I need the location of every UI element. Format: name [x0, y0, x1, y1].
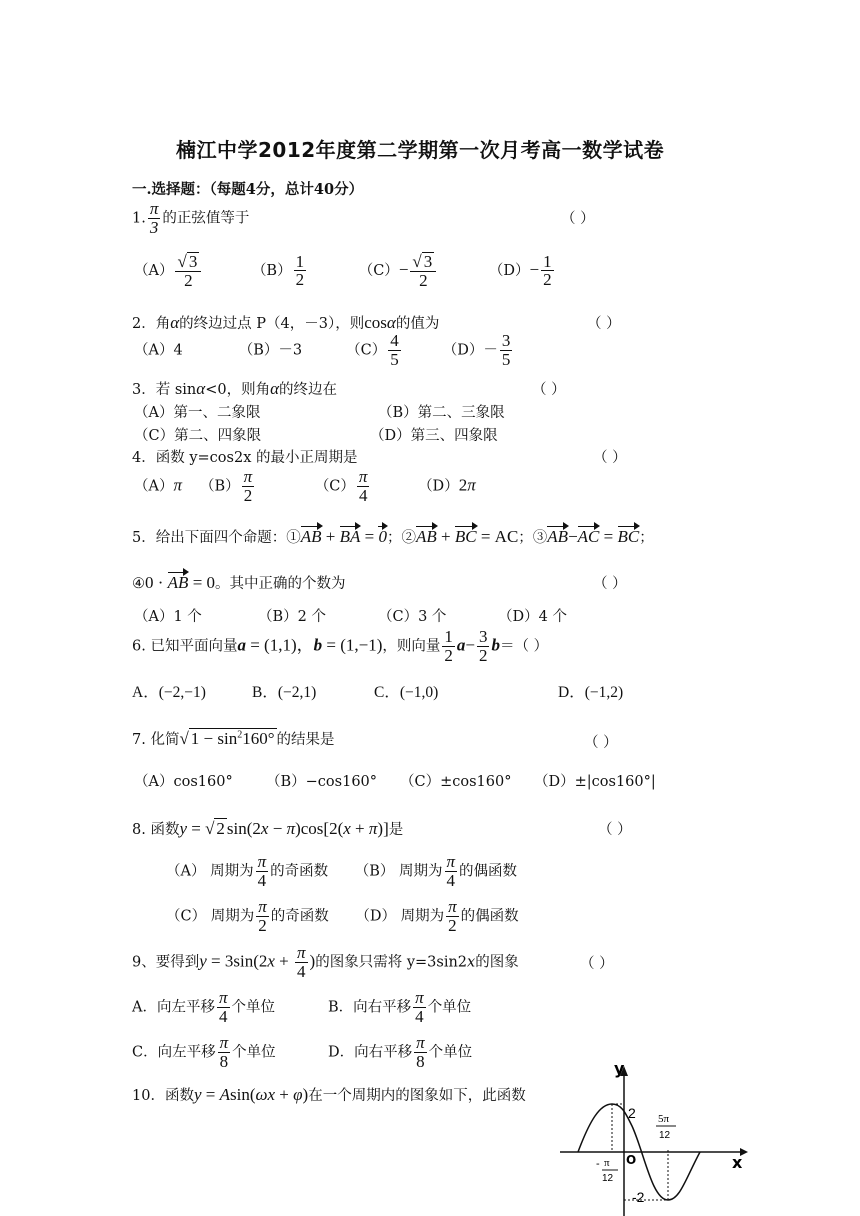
q4-options: （A）π （B） $\frac{\pi}{2}$ （C） $\frac{\pi}{4}$ （D）2π — [134, 467, 476, 505]
q8-options-row-2: （C） 周期为 $\frac{\pi}{2}$ 的奇函数 （D） 周期为 $\frac{\pi}{2}$ 的偶函数 — [166, 897, 519, 935]
option-c: （C）3 个 — [378, 609, 447, 625]
answer-blank[interactable]: （ ） — [584, 735, 618, 751]
left-num: π — [604, 1157, 610, 1169]
question-8: 8. 函数y = √ 2 sin(2x − π)cos[2(x + π)]是 — [132, 819, 404, 838]
max-label: 2 — [628, 1105, 636, 1121]
question-7: 7. 化简√ $1 - \sin^2160^\circ$ 的结果是 — [132, 729, 335, 748]
q8-options-row-1: （A） 周期为 $\frac{\pi}{4}$ 的奇函数 （B） 周期为 $\frac{\pi}{4}$ 的偶函数 — [166, 852, 518, 890]
fraction: $\frac{\pi}{3}$ — [149, 199, 159, 237]
option-b: （B）2 个 — [258, 609, 326, 625]
option-c: C．(−1,0) — [374, 684, 439, 701]
option-a: （A）1 个 — [134, 609, 202, 625]
option-d: （D）4 个 — [498, 609, 567, 625]
right-den: 12 — [659, 1130, 671, 1141]
answer-blank[interactable]: （ ） — [593, 576, 627, 592]
option-d: （D）±|cos160°| — [534, 774, 656, 790]
option-b: （B）第二、三象限 — [378, 405, 505, 421]
answer-blank[interactable]: （ ） — [593, 450, 627, 466]
option-d: （D）第三、四象限 — [370, 428, 498, 444]
answer-blank[interactable]: （ ） — [580, 956, 614, 972]
exam-title: 楠江中学2012年度第二学期第一次月考高一数学试卷 — [176, 138, 665, 162]
q2-options: （A）4 （B）－3 （C） $\frac{4}{5}$ （D）－ $\frac{3}{5}$ — [134, 331, 511, 369]
y-axis-label: y — [614, 1060, 625, 1078]
min-label: -2 — [632, 1189, 645, 1205]
option-a: A．(−2,−1) — [132, 684, 206, 701]
option-d: D．(−1,2) — [558, 684, 624, 701]
question-4: 4．函数 y=cos2x 的最小正周期是 — [132, 450, 358, 466]
question-5-line-2: ④0 · AB = 0。其中正确的个数为 — [132, 573, 346, 592]
left-den: 12 — [602, 1173, 614, 1184]
option-c: （C）±cos160° — [400, 774, 512, 790]
question-1: 1. $\frac{\pi}{3}$ 的正弦值等于 — [132, 199, 250, 237]
question-5: 5．给出下面四个命题：①AB + BA = 0；②AB + BC = AC；③AB−AC = BC； — [132, 527, 654, 546]
answer-blank[interactable]: （ ） — [561, 211, 595, 227]
option-a: A．向左平移 $\frac{\pi}{4}$ 个单位 — [132, 988, 276, 1026]
answer-blank[interactable]: （ ） — [532, 382, 566, 398]
option-b: （B）−cos160° — [266, 774, 378, 790]
left-minus: - — [596, 1158, 600, 1170]
sine-graph — [560, 1060, 760, 1216]
answer-blank[interactable]: （ ） — [587, 316, 621, 332]
q1-options: （A） $\frac{√ 3}{2}$ （B） $\frac{1}{2}$ （C）− $\frac{√ 3}{2}$ （D）− $\frac{1}{2}$ — [134, 251, 552, 290]
option-a: （A）第一、二象限 — [134, 405, 261, 421]
x-axis-label: x — [732, 1153, 743, 1172]
question-3: 3．若 sinα<0，则角α的终边在 — [132, 379, 338, 398]
option-d: D．向右平移 $\frac{\pi}{8}$ 个单位 — [328, 1033, 473, 1071]
option-b: B．(−2,1) — [252, 684, 317, 701]
option-b: B．向右平移 $\frac{\pi}{4}$ 个单位 — [328, 988, 472, 1026]
question-9: 9、要得到y = 3sin(2x + $\frac{\pi}{4}$ )的图象只需将 y=3sin2x的图象 — [132, 943, 519, 981]
answer-blank[interactable]: （ ） — [598, 822, 632, 838]
option-c: C．向左平移 $\frac{\pi}{8}$ 个单位 — [132, 1033, 276, 1071]
option-a: （A）cos160° — [134, 774, 233, 790]
right-num: 5π — [658, 1113, 670, 1125]
origin-label: O — [626, 1153, 637, 1167]
question-6: 6. 已知平面向量a = (1,1)，b = (1,−1)，则向量 $\frac{1}{2}$ a− $\frac{3}{2}$ b＝（ ） — [132, 627, 549, 665]
question-2: 2．角α的终边过点 P（4，－3），则cosα的值为 — [132, 313, 440, 332]
section-header: 一.选择题：（每题4分，总计40分） — [132, 181, 364, 198]
question-10: 10．函数y = Asin(ωx + φ)在一个周期内的图象如下，此函数 — [132, 1085, 526, 1104]
option-c: （C）第二、四象限 — [134, 428, 262, 444]
